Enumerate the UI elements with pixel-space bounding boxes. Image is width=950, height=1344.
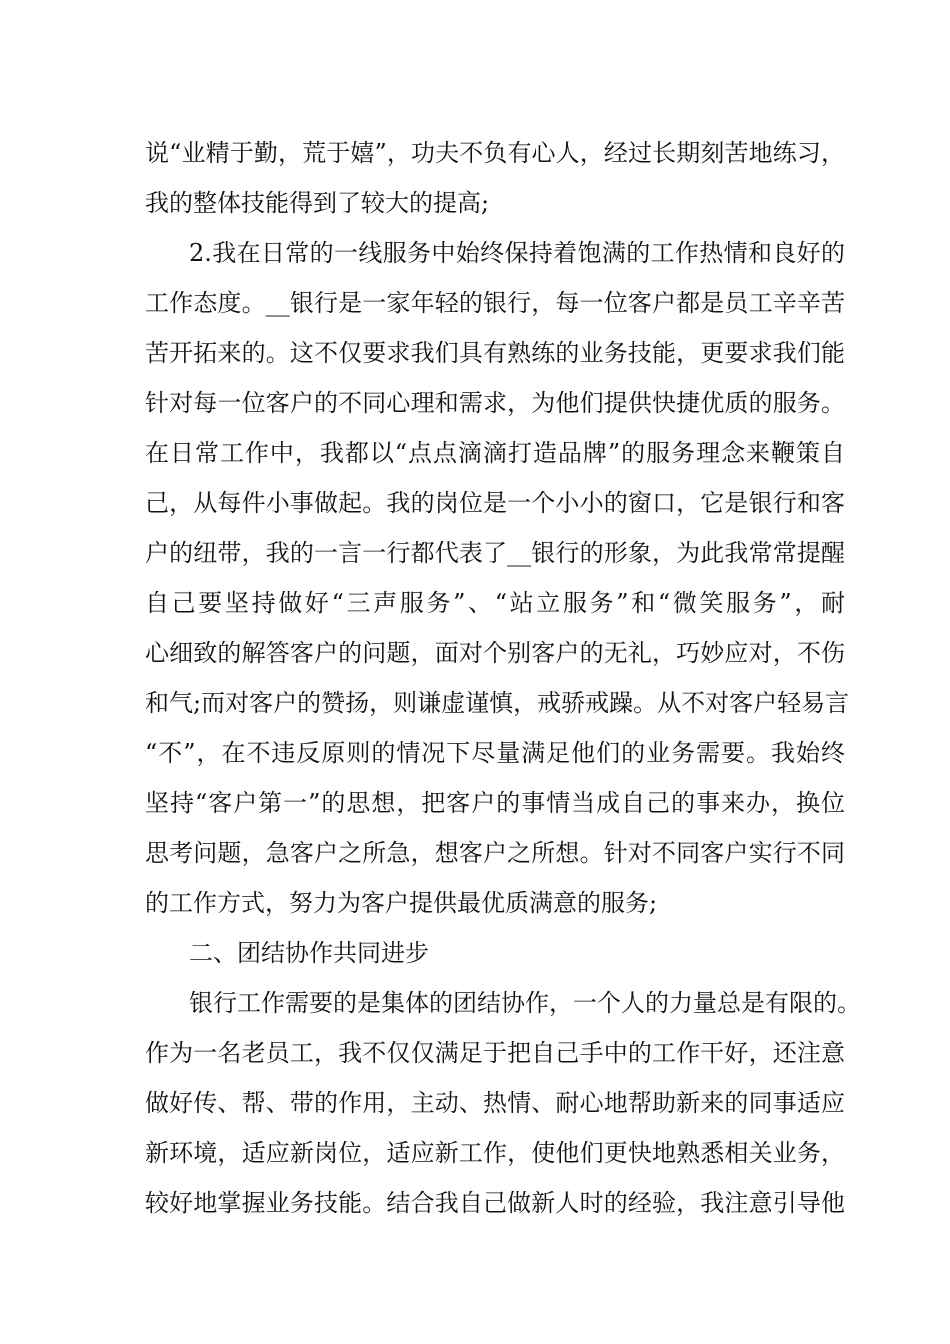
text-line: 工作态度。__银行是一家年轻的银行，每一位客户都是员工辛辛苦 <box>145 289 845 317</box>
text-line: 针对每一位客户的不同心理和需求，为他们提供快捷优质的服务。 <box>145 389 845 417</box>
document-body <box>145 128 861 1228</box>
text-line: 心细致的解答客户的问题，面对个别客户的无礼，巧妙应对，不伤 <box>145 639 845 667</box>
text-line: 说“业精于勤，荒于嬉”，功夫不负有心人，经过长期刻苦地练习， <box>145 139 845 167</box>
text-line: 思考问题，急客户之所急，想客户之所想。针对不同客户实行不同 <box>145 839 845 867</box>
text-line: “不”，在不违反原则的情况下尽量满足他们的业务需要。我始终 <box>145 739 845 767</box>
text-line: 银行工作需要的是集体的团结协作，一个人的力量总是有限的。 <box>189 989 861 1017</box>
text-line: 己，从每件小事做起。我的岗位是一个小小的窗口，它是银行和客 <box>145 489 845 517</box>
text-line: 2.我在日常的一线服务中始终保持着饱满的工作热情和良好的 <box>189 239 845 267</box>
text-line: 较好地掌握业务技能。结合我自己做新人时的经验，我注意引导他 <box>145 1189 845 1217</box>
text-line: 我的整体技能得到了较大的提高; <box>145 189 490 217</box>
text-line: 在日常工作中，我都以“点点滴滴打造品牌”的服务理念来鞭策自 <box>145 439 845 467</box>
text-line: 坚持“客户第一”的思想，把客户的事情当成自己的事来办，换位 <box>145 789 845 817</box>
text-line: 户的纽带，我的一言一行都代表了__银行的形象，为此我常常提醒 <box>145 539 845 567</box>
text-line: 做好传、帮、带的作用，主动、热情、耐心地帮助新来的同事适应 <box>145 1089 845 1117</box>
text-line: 新环境，适应新岗位，适应新工作，使他们更快地熟悉相关业务， <box>145 1139 845 1167</box>
text-line: 作为一名老员工，我不仅仅满足于把自己手中的工作干好，还注意 <box>145 1039 845 1067</box>
text-line: 的工作方式，努力为客户提供最优质满意的服务; <box>145 889 658 917</box>
text-line: 苦开拓来的。这不仅要求我们具有熟练的业务技能，更要求我们能 <box>145 339 845 367</box>
text-line: 和气;而对客户的赞扬，则谦虚谨慎，戒骄戒躁。从不对客户轻易言 <box>145 689 850 717</box>
text-line: 自己要坚持做好“三声服务”、“站立服务”和“微笑服务”，耐 <box>145 589 845 617</box>
text-line: 二、团结协作共同进步 <box>189 939 429 967</box>
